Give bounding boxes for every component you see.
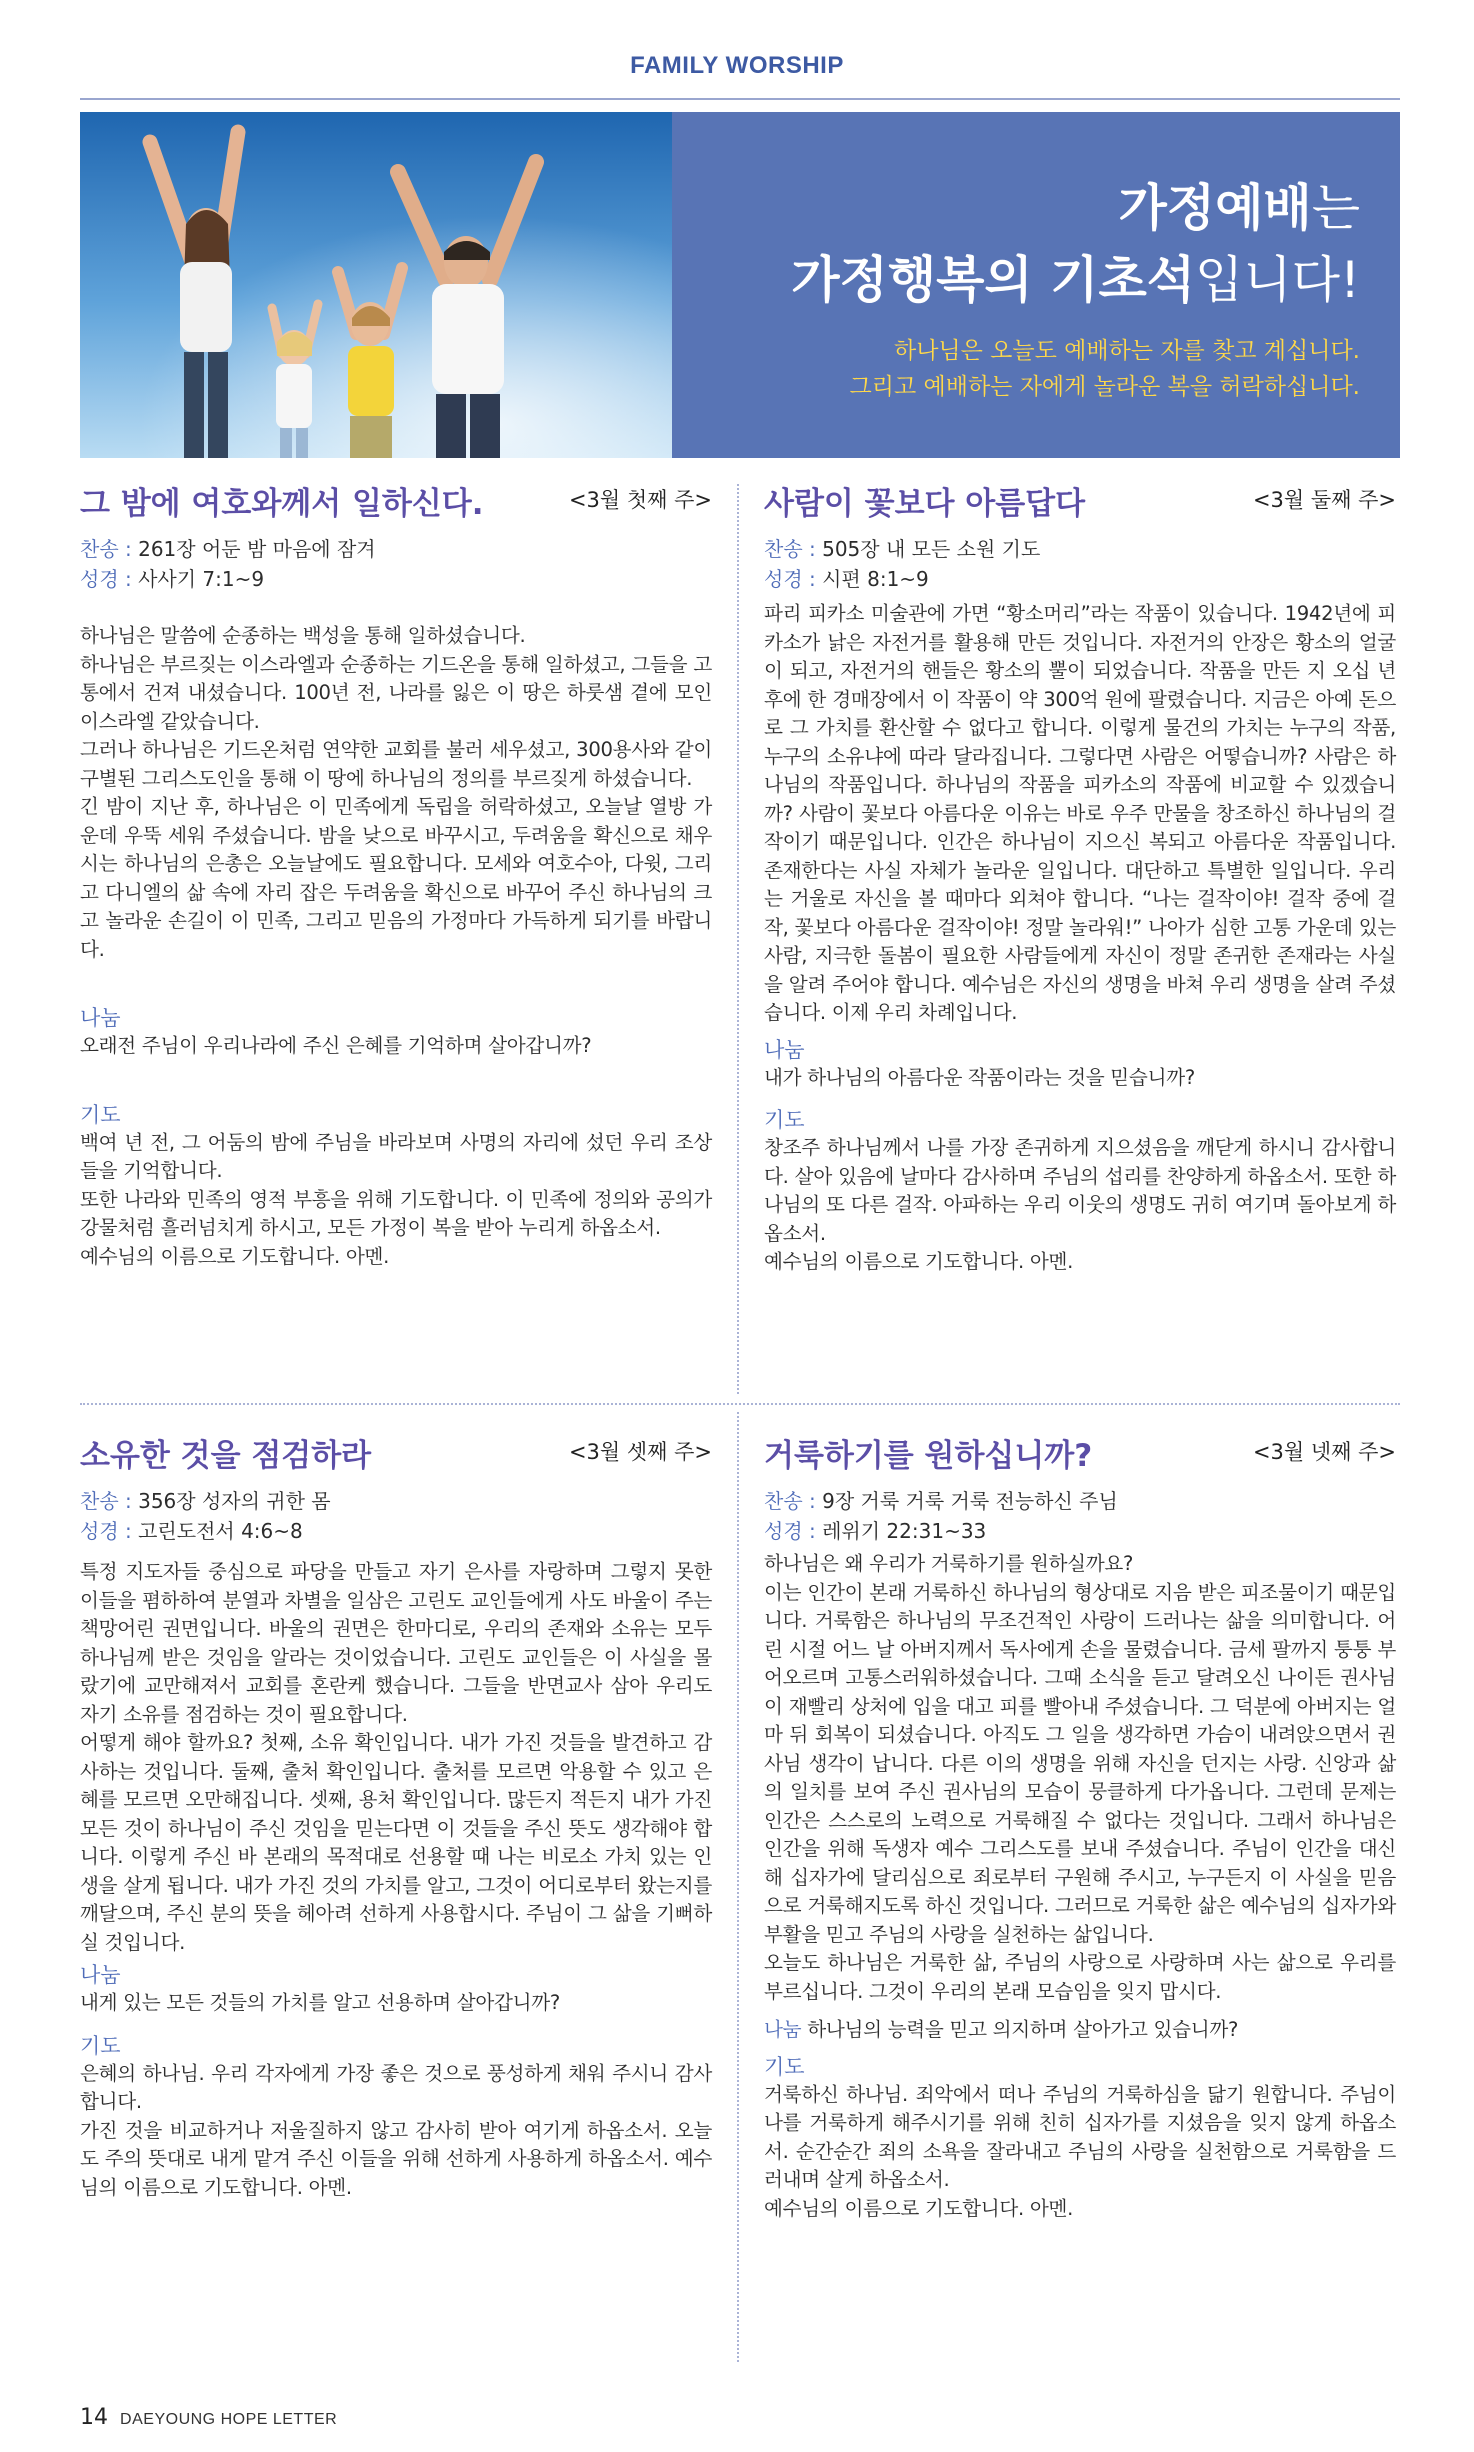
scripture-label: 성경 : — [764, 1519, 816, 1543]
article-week-3 — [80, 1436, 712, 2202]
hymn-value: 261장 어둔 밤 마음에 잠겨 — [138, 537, 376, 561]
banner-headline-2 — [791, 240, 1360, 312]
article-week-1 — [80, 484, 712, 1271]
banner-subtitle-2: 그리고 예배하는 자에게 놀라운 복을 허락하십니다. — [849, 374, 1360, 400]
share-label: 나눔 — [80, 1963, 121, 1987]
article-meta — [80, 1486, 712, 1546]
week-label: <3월 첫째 주> — [568, 488, 712, 512]
prayer-label: 기도 — [80, 1102, 121, 1127]
scripture-label: 성경 : — [80, 567, 132, 591]
week-label: <3월 넷째 주> — [1252, 1440, 1396, 1464]
article-title: 그 밤에 여호와께서 일하신다. — [80, 486, 484, 522]
prayer-label: 기도 — [764, 2054, 805, 2079]
share-row — [764, 2016, 1396, 2045]
hymn-label: 찬송 : — [764, 1489, 816, 1513]
scripture-value: 사사기 7:1~9 — [138, 567, 265, 591]
row-divider — [80, 1403, 1400, 1405]
page-footer — [80, 2405, 337, 2430]
column-divider-top — [737, 484, 739, 1394]
share-text: 내게 있는 모든 것들의 가치를 알고 선용하며 살아갑니까? — [80, 1991, 561, 2014]
share-text: 하나님의 능력을 믿고 의지하며 살아가고 있습니까? — [807, 2018, 1239, 2041]
banner-panel — [672, 112, 1400, 458]
prayer-text: 백여 년 전, 그 어둠의 밤에 주님을 바라보며 사명의 자리에 섰던 우리 조상들을 기억합니다. 또한 나라와 민족의 영적 부흥을 위해 기도합니다. 이 민족에 정의와 공의가 강물처럼 흘러넘치게 하시고, 모든 가정이 복을 받아 누리게 하옵소서. 예수님의 이름으로 기도합니다. 아멘. — [80, 1130, 712, 1268]
hymn-row — [80, 534, 712, 564]
scripture-row — [80, 564, 712, 594]
hymn-value: 9장 거룩 거룩 거룩 전능하신 주님 — [822, 1489, 1118, 1513]
scripture-row — [80, 1516, 712, 1546]
share-text: 내가 하나님의 아름다운 작품이라는 것을 믿습니까? — [764, 1065, 1195, 1089]
hymn-label: 찬송 : — [80, 537, 132, 561]
article-body: 파리 피카소 미술관에 가면 “황소머리”라는 작품이 있습니다. 1942년에 피카소가 낡은 자전거를 활용해 만든 것입니다. 자전거의 안장은 황소의 얼굴이 되고, 자전거의 핸들은 황소의 뿔이 되었습니다. 작품을 만든 지 오십 년 후에 한 경매장에서 이 작품이 약 300억 원에 팔렸습니다. 지금은 아예 돈으로 그 가치를 환산할 수 없다고 합니다. 이렇게 물건의 가치는 누구의 작품, 누구의 소유냐에 따라 달라집니다. 그렇다면 사람은 어떻습니까? 사람은 하나님의 작품입니다. 하나님의 작품을 피카소의 작품에 비교할 수 있겠습니까? 사람이 꽃보다 아름다운 이유는 바로 우주 만물을 창조하신 하나님의 걸작이기 때문입니다. 인간은 하나님이 지으신 복되고 아름다운 작품입니다. 존재한다는 사실 자체가 놀라운 일입니다. 대단하고 특별한 일입니다. 우리는 거울로 자신을 볼 때마다 외쳐야 합니다. “나는 걸작이야! 걸작 중에 걸작, 꽃보다 아름다운 걸작이야! 정말 놀라워!” 나아가 심한 고통 가운데 있는 사람, 지극한 돌봄이 필요한 사람들에게 자신이 정말 존귀한 존재라는 사실을 알려 주어야 합니다. 예수님은 자신의 생명을 바쳐 우리 생명을 살려 주셨습니다. 이제 우리 차례입니다. — [764, 602, 1396, 1024]
article-meta — [764, 1486, 1396, 1546]
article-body: 하나님은 말씀에 순종하는 백성을 통해 일하셨습니다. 하나님은 부르짖는 이스라엘과 순종하는 기드온을 통해 일하셨고, 그들을 고통에서 건져 내셨습니다. 100년 전, 나라를 잃은 이 땅은 하룻샘 곁에 모인 이스라엘 같았습니다. 그러나 하나님은 기드온처럼 연약한 교회를 불러 세우셨고, 300용사와 같이 구별된 그리스도인을 통해 이 땅에 하나님의 정의를 부르짖게 하셨습니다. 긴 밤이 지난 후, 하나님은 이 민족에게 독립을 허락하셨고, 오늘날 열방 가운데 우뚝 세워 주셨습니다. 밤을 낮으로 바꾸시고, 두려움을 확신으로 채우시는 하나님의 은총은 오늘날에도 필요합니다. 모세와 여호수아, 다윗, 그리고 다니엘의 삶 속에 자리 잡은 두려움을 확신으로 바꾸어 주신 하나님의 크고 놀라운 손길이 이 민족, 그리고 믿음의 가정마다 가득하게 되기를 바랍니다. — [80, 624, 712, 961]
article-body: 하나님은 왜 우리가 거룩하기를 원하실까요? 이는 인간이 본래 거룩하신 하나님의 형상대로 지음 받은 피조물이기 때문입니다. 거룩함은 하나님의 무조건적인 사랑이 드러나는 삶을 의미합니다. 어린 시절 어느 날 아버지께서 독사에게 손을 물렸습니다. 금세 팔까지 퉁퉁 부어오르며 고통스러워하셨습니다. 그때 소식을 듣고 달려오신 나이든 권사님이 재빨리 상처에 입을 대고 피를 빨아내 주셨습니다. 그 덕분에 아버지는 얼마 뒤 회복이 되셨습니다. 아직도 그 일을 생각하면 가슴이 내려앉으면서 권사님 생각이 납니다. 다른 이의 생명을 위해 자신을 던지는 사랑. 신앙과 삶의 일치를 보여 주신 권사님의 모습이 뭉클하게 다가옵니다. 그런데 문제는 인간은 스스로의 노력으로 거룩해질 수 없다는 것입니다. 그래서 하나님은 인간을 위해 독생자 예수 그리스도를 보내 주셨습니다. 주님이 인간을 대신해 십자가에 달리심으로 죄로부터 구원해 주시고, 누구든지 이 사실을 믿음으로 거룩해지도록 하신 것입니다. 그러므로 거룩한 삶은 예수님의 십자가와 부활을 믿고 주님의 사랑을 실천하는 삶입니다. 오늘도 하나님은 거룩한 삶, 주님의 사랑으로 사랑하며 사는 삶으로 우리를 부르십니다. 그것이 우리의 본래 모습임을 잊지 맙시다. — [764, 1552, 1396, 2003]
scripture-label: 성경 : — [80, 1519, 132, 1543]
banner-headline-1-rest: 는 — [1311, 179, 1360, 237]
family-photo — [80, 112, 672, 458]
article-week-4 — [764, 1436, 1396, 2223]
week-label: <3월 둘째 주> — [1252, 488, 1396, 512]
banner-subtitle-1: 하나님은 오늘도 예배하는 자를 찾고 계십니다. — [893, 338, 1360, 364]
scripture-row — [764, 1516, 1396, 1546]
hymn-row — [764, 534, 1396, 564]
banner — [80, 112, 1400, 458]
scripture-value: 고린도전서 4:6~8 — [138, 1519, 303, 1543]
banner-headline-1 — [1118, 168, 1360, 240]
banner-headline-2-rest: 입니다! — [1195, 251, 1360, 309]
publication-name: DAEYOUNG HOPE LETTER — [120, 2411, 338, 2428]
week-label: <3월 셋째 주> — [568, 1440, 712, 1464]
scripture-value: 시편 8:1~9 — [822, 567, 929, 591]
scripture-label: 성경 : — [764, 567, 816, 591]
page-number: 14 — [80, 2405, 108, 2430]
prayer-text: 거룩하신 하나님. 죄악에서 떠나 주님의 거룩하심을 닮기 원합니다. 주님이 나를 거룩하게 해주시기를 위해 친히 십자가를 지셨음을 잊지 않게 하옵소서. 순간순간 죄의 소욕을 잘라내고 주님의 사랑을 실천함으로 거룩함을 드러내며 살게 하옵소서. 예수님의 이름으로 기도합니다. 아멘. — [764, 2082, 1396, 2220]
banner-headline-1-accent: 가정예배 — [1118, 179, 1312, 237]
hymn-row — [764, 1486, 1396, 1516]
hymn-label: 찬송 : — [80, 1489, 132, 1513]
share-label: 나눔 — [764, 2018, 802, 2041]
prayer-text: 창조주 하나님께서 나를 가장 존귀하게 지으셨음을 깨닫게 하시니 감사합니다. 살아 있음에 날마다 감사하며 주님의 섭리를 찬양하게 하옵소서. 또한 하나님의 또 다른 걸작. 아파하는 우리 이웃의 생명도 귀히 여기며 돌아보게 하옵소서. 예수님의 이름으로 기도합니다. 아멘. — [764, 1136, 1396, 1273]
top-rule — [80, 98, 1400, 100]
article-title: 거룩하기를 원하십니까? — [764, 1438, 1093, 1474]
hymn-row — [80, 1486, 712, 1516]
scripture-value: 레위기 22:31~33 — [822, 1519, 987, 1543]
article-title: 사람이 꽃보다 아름답다 — [764, 486, 1086, 522]
article-body: 특정 지도자들 중심으로 파당을 만들고 자기 은사를 자랑하며 그렇지 못한 이들을 폄하하여 분열과 차별을 일삼은 고린도 교인들에게 사도 바울이 주는 책망어린 권면입니다. 바울의 권면은 한마디로, 우리의 존재와 소유는 모두 하나님께 받은 것임을 알라는 것이었습니다. 고린도 교인들은 이 사실을 몰랐기에 교만해져서 교회를 혼란케 했습니다. 그들을 반면교사 삼아 우리도 자기 소유를 점검하는 것이 필요합니다. 어떻게 해야 할까요? 첫째, 소유 확인입니다. 내가 가진 것들을 발견하고 감사하는 것입니다. 둘째, 출처 확인입니다. 출처를 모르면 악용할 수 있고 은혜를 모르면 오만해집니다. 셋째, 용처 확인입니다. 많든지 적든지 내가 가진 모든 것이 하나님이 주신 것임을 믿는다면 이 것들을 주신 뜻도 생각해야 합니다. 이렇게 주신 바 본래의 목적대로 선용할 때 나는 비로소 가치 있는 인생을 살게 됩니다. 내가 가진 것의 가치를 알고, 그것이 어디로부터 왔는지를 깨달으며, 주신 분의 뜻을 헤아려 선하게 사용합시다. 주님이 그 삶을 기뻐하실 것입니다. — [80, 1560, 712, 1954]
banner-headline-2-accent: 가정행복의 기초석 — [791, 251, 1196, 309]
share-label: 나눔 — [764, 1037, 805, 1062]
prayer-label: 기도 — [764, 1108, 805, 1132]
hymn-value: 356장 성자의 귀한 몸 — [138, 1489, 331, 1513]
scripture-row — [764, 564, 1396, 594]
article-meta — [80, 534, 712, 594]
article-title: 소유한 것을 점검하라 — [80, 1438, 372, 1474]
share-label: 나눔 — [80, 1006, 121, 1030]
prayer-label: 기도 — [80, 2033, 121, 2058]
share-text: 오래전 주님이 우리나라에 주신 은혜를 기억하며 살아갑니까? — [80, 1034, 592, 1057]
article-meta — [764, 534, 1396, 594]
article-week-2 — [764, 484, 1396, 1277]
prayer-text: 은혜의 하나님. 우리 각자에게 가장 좋은 것으로 풍성하게 채워 주시니 감사합니다. 가진 것을 비교하거나 저울질하지 않고 감사히 받아 여기게 하옵소서. 오늘도 주의 뜻대로 내게 맡겨 주신 이들을 위해 선하게 사용하게 하옵소서. 예수님의 이름으로 기도합니다. 아멘. — [80, 2061, 712, 2199]
column-divider-bottom — [737, 1412, 739, 2362]
section-title: FAMILY WORSHIP — [630, 52, 844, 79]
hymn-value: 505장 내 모든 소원 기도 — [822, 537, 1041, 561]
hymn-label: 찬송 : — [764, 537, 816, 561]
